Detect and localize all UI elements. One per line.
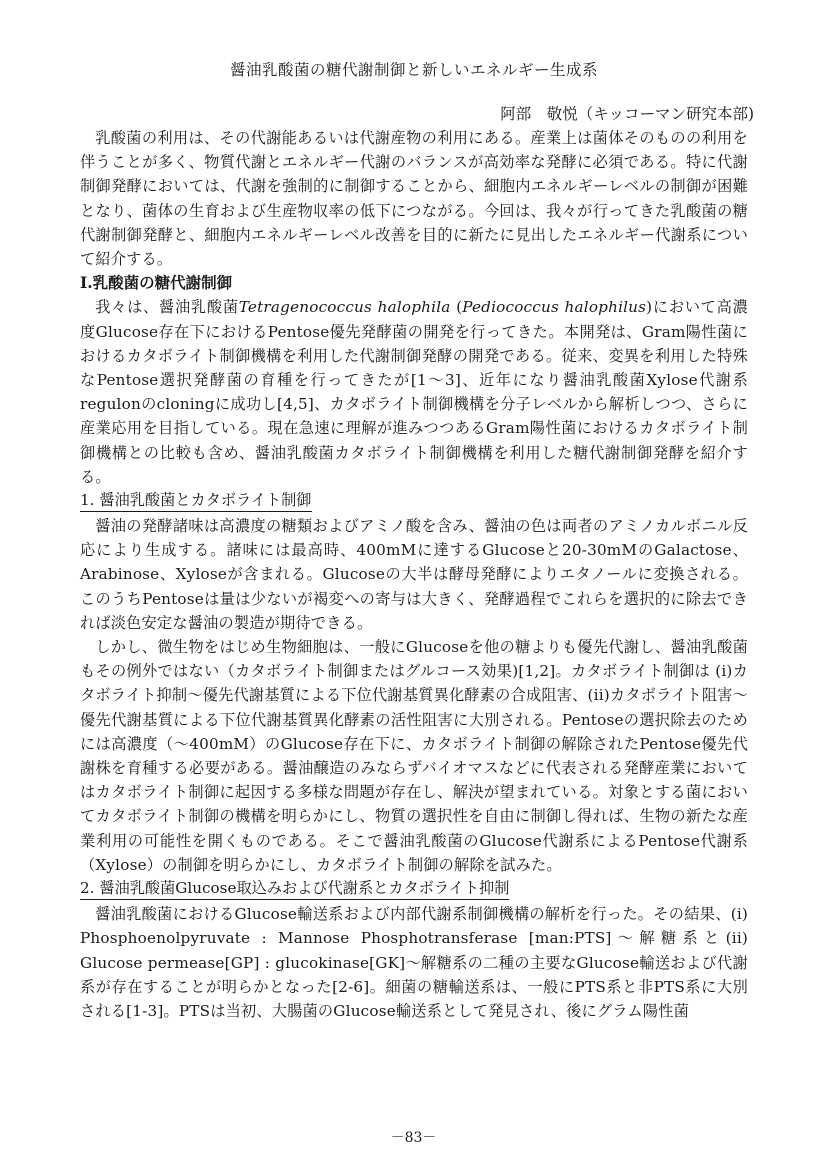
text-run: 我々は、醤油乳酸菌 bbox=[95, 298, 239, 317]
text-run: ( bbox=[450, 298, 463, 317]
species-name: Pediococcus halophilus bbox=[462, 298, 647, 317]
author-line: 阿部 敬悦（キッコーマン研究本部) bbox=[500, 105, 754, 123]
subsection-heading-wrap bbox=[80, 489, 748, 514]
body-paragraph: 醤油乳酸菌におけるGlucose輸送系および内部代謝系制御機構の解析を行った。その結果、(i) Phosphoenolpyruvate : Mannose Phosphotransferase [man:PTS]～解糖系と(ii) Glucose permease[GP] : glucokinase[GK]～解糖系の二種の主要なGlucose輸送および代謝系が存在することが明らかとなった[2-6]。細菌の糖輸送系は、一般にPTS系と非PTS系に大別される[1-3]。PTSは当初、大腸菌のGlucose輸送系として発見され、後にグラム陽性菌 bbox=[80, 905, 748, 1020]
page-number: －83－ bbox=[390, 1130, 437, 1146]
section-paragraph bbox=[80, 295, 748, 489]
document-title: 醤油乳酸菌の糖代謝制御と新しいエネルギー生成系 bbox=[229, 61, 598, 79]
intro-paragraph: 乳酸菌の利用は、その代謝能あるいは代謝産物の利用にある。産業上は菌体そのものの利用を伴うことが多く、物質代謝とエネルギー代謝のバランスが高効率な発酵に必須である。特に代謝制御発酵においては、代謝を強制的に制御することから、細胞内エネルギーレベルの制御が困難となり、菌体の生育および生産物収率の低下につながる。今回は、我々が行ってきた乳酸菌の糖代謝制御発酵と、細胞内エネルギーレベル改善を目的に新たに見出したエネルギー代謝系について紹介する。 bbox=[80, 129, 748, 269]
body-paragraph: 醤油の発酵諸味は高濃度の糖類およびアミノ酸を含み、醤油の色は両者のアミノカルボニル反応により生成する。諸味には最高時、400mMに達するGlucoseと20-30mMのGalactose、Arabinose、Xyloseが含まれる。Glucoseの大半は酵母発酵によりエタノールに変換される。このうちPentoseは量は少ないが褐変への寄与は大きく、発酵過程でこれらを選択的に除去できれば淡色安定な醤油の製造が期待できる。 bbox=[80, 517, 748, 632]
document-page bbox=[80, 58, 754, 1023]
subsection-heading: 2. 醤油乳酸菌Glucose取込みおよび代謝系とカタボライト抑制 bbox=[80, 877, 509, 900]
section-heading: I.乳酸菌の糖代謝制御 bbox=[80, 273, 233, 293]
species-name: Tetragenococcus halophila bbox=[238, 298, 451, 317]
subsection-heading: 1. 醤油乳酸菌とカタボライト制御 bbox=[80, 489, 312, 512]
body-paragraph: しかし、微生物をはじめ生物細胞は、一般にGlucoseを他の糖よりも優先代謝し、醤油乳酸菌もその例外ではない（カタボライト制御またはグルコース効果)[1,2]。カタボライト制御は (i)カタボライト抑制～優先代謝基質による下位代謝基質異化酵素の合成阻害、(ii)カタボライト阻害～優先代謝基質による下位代謝基質異化酵素の活性阻害に大別される。Pentoseの選択除去のためには高濃度（～400mM）のGlucose存在下に、カタボライト制御の解除されたPentose優先代謝株を育種する必要がある。醤油醸造のみならずバイオマスなどに代表される発酵産業においてはカタボライト制御に起因する多様な問題が存在し、解決が望まれている。対象とする菌においてカタボライト制御の機構を明らかにし、物質の選択性を自由に制御し得れば、生物の新たな産業利用の可能性を開くものである。そこで醤油乳酸菌のGlucose代謝系によるPentose代謝系（Xylose）の制御を明らかにし、カタボライト制御の解除を試みた。 bbox=[80, 638, 748, 874]
text-run: )において高濃度Glucose存在下におけるPentose優先発酵菌の開発を行ってきた。本開発は、Gram陽性菌におけるカタボライト制御機構を利用した代謝制御発酵の開発である。従来、変異を利用した特殊なPentose選択発酵菌の育種を行ってきたが[1～3]、近年になり醤油乳酸菌Xylose代謝系regulonのcloningに成功し[4,5]、カタボライト制御機構を分子レベルから解析しつつ、さらに産業応用を目指している。現在急速に理解が進みつつあるGram陽性菌におけるカタボライト制御機構との比較も含め、醤油乳酸菌カタボライト制御機構を利用した糖代謝制御発酵を紹介する。 bbox=[80, 298, 749, 486]
subsection-heading-wrap bbox=[80, 877, 748, 902]
